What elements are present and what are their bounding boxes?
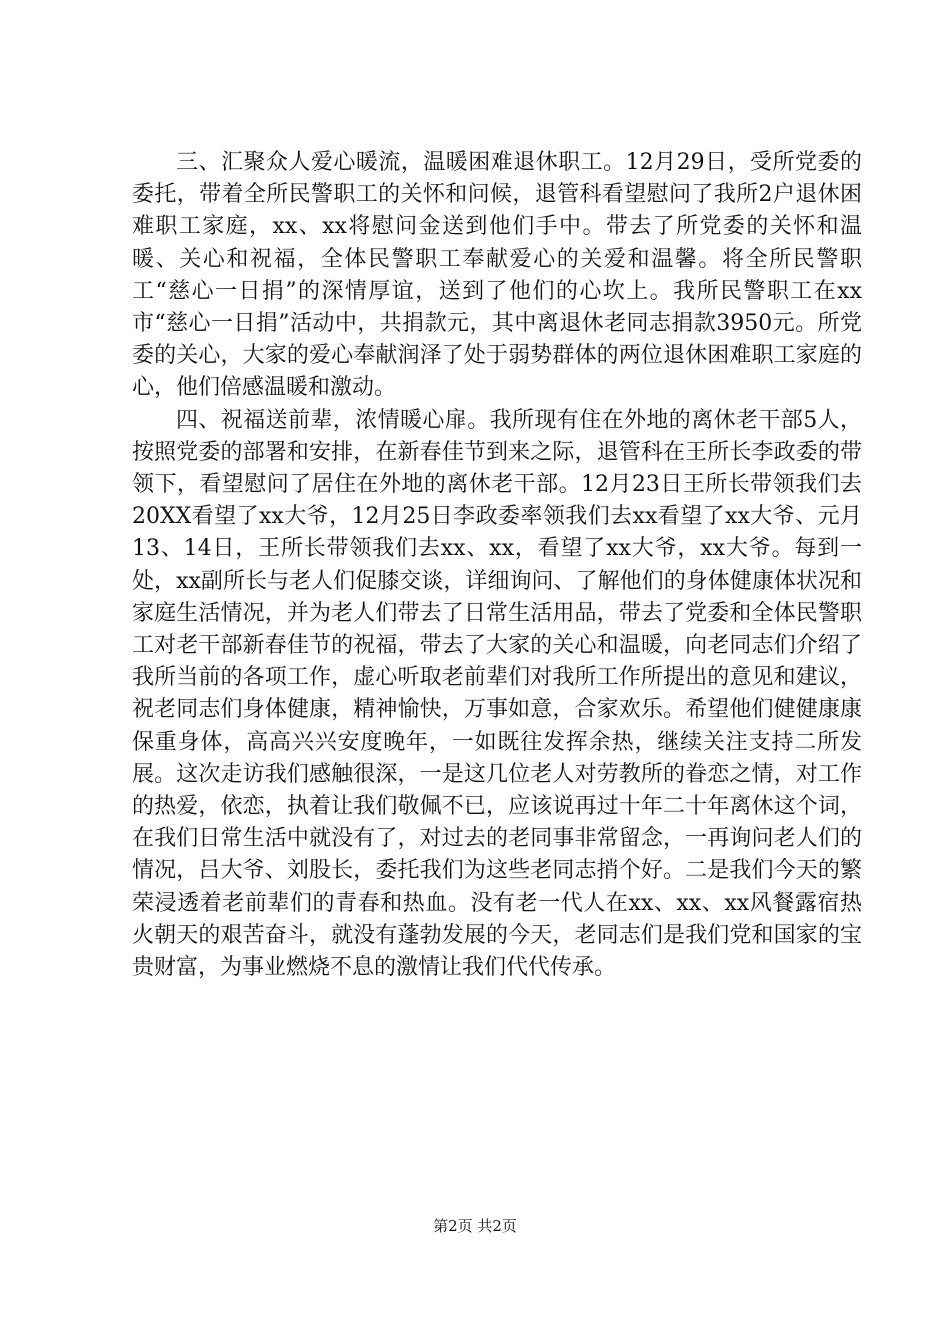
paragraph-section-four: 四、祝福送前辈，浓情暖心扉。我所现有住在外地的离休老干部5人，按照党委的部署和安排，在新春佳节到来之际，退管科在王所长李政委的带领下，看望慰问了居住在外地的离休老干部。12月23日王所长带领我们去20XX看望了xx大爷，12月25日李政委率领我们去xx看望了xx大爷、元月13、14日，王所长带领我们去xx、xx，看望了xx大爷，xx大爷。每到一处，xx副所长与老人们促膝交谈，详细询问、了解他们的身体健康体状况和家庭生活情况，并为老人们带去了日常生活用品，带去了党委和全体民警职工对老干部新春佳节的祝福，带去了大家的关心和温暖，向老同志们介绍了我所当前的各项工作，虚心听取老前辈们对我所工作所提出的意见和建议，祝老同志们身体健康，精神愉快，万事如意，合家欢乐。希望他们健健康康保重身体，高高兴兴安度晚年，一如既往发挥余热，继续关注支持二所发展。这次走访我们感触很深，一是这几位老人对劳教所的眷恋之情，对工作的热爱，依恋，执着让我们敬佩不已，应该说再过十年二十年离休这个词，在我们日常生活中就没有了，对过去的老同事非常留念，一再询问老人们的情况，吕大爷、刘股长，委托我们为这些老同志捎个好。二是我们今天的繁荣浸透着老前辈们的青春和热血。没有老一代人在xx、xx、xx风餐露宿热火朝天的艰苦奋斗，就没有蓬勃发展的今天，老同志们是我们党和国家的宝贵财富，为事业燃烧不息的激情让我们代代传承。 (132, 407, 862, 981)
page-number-footer: 第2页 共2页 (433, 1217, 517, 1235)
paragraph-section-three: 三、汇聚众人爱心暖流，温暖困难退休职工。12月29日，受所党委的委托，带着全所民警职工的关怀和问候，退管科看望慰问了我所2户退休困难职工家庭，xx、xx将慰问金送到他们手中。带去了所党委的关怀和温暖、关心和祝福，全体民警职工奉献爱心的关爱和温馨。将全所民警职工“慈心一日捐”的深情厚谊，送到了他们的心坎上。我所民警职工在xx市“慈心一日捐”活动中，共捐款元，其中离退休老同志捐款3950元。所党委的关心，大家的爱心奉献润泽了处于弱势群体的两位退休困难职工家庭的心，他们倍感温暖和激动。 (132, 150, 862, 401)
document-body (132, 147, 862, 984)
